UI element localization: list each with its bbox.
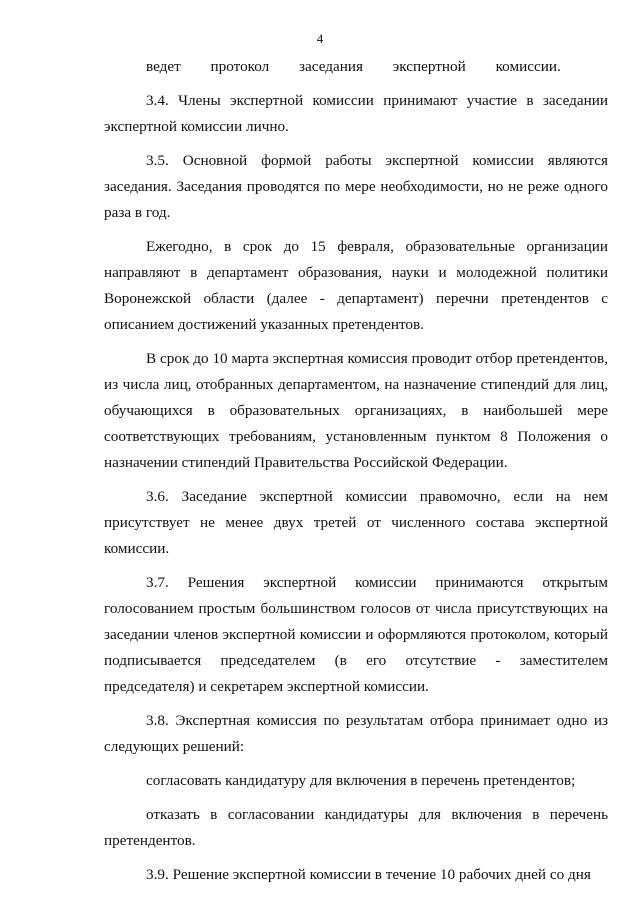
paragraph-annual-deadline: Ежегодно, в срок до 15 февраля, образовательные организации направляют в департамент образования, науки и молодежной политики Воронежской области (далее - департамент) перечни претендентов с описанием достижений указанных претендентов. — [104, 238, 608, 333]
paragraph-march-selection: В срок до 10 марта экспертная комиссия проводит отбор претендентов, из числа лиц, отобранных департаментом, на назначение стипендий для лиц, обучающихся в образовательных организациях, в наибольшей мере соответствующих требованиям, установленным пунктом 8 Положения о назначении стипендий Правительства Российской Федерации. — [104, 350, 608, 471]
paragraph-3-8: 3.8. Экспертная комиссия по результатам отбора принимает одно из следующих решений: — [104, 712, 608, 755]
paragraph-3-9: 3.9. Решение экспертной комиссии в течение 10 рабочих дней со дня — [146, 866, 591, 883]
paragraph-continuation: ведет протокол заседания экспертной комиссии. — [146, 58, 561, 75]
document-body — [104, 54, 608, 888]
paragraph-3-4: 3.4. Члены экспертной комиссии принимают участие в заседании экспертной комиссии лично. — [104, 92, 608, 135]
paragraph-3-6: 3.6. Заседание экспертной комиссии правомочно, если на нем присутствует не менее двух третей от численного состава экспертной комиссии. — [104, 488, 608, 557]
paragraph-3-7: 3.7. Решения экспертной комиссии принимаются открытым голосованием простым большинством голосов от числа присутствующих на заседании членов экспертной комиссии и оформляются протоколом, который подписывается председателем (в его отсутствие - заместителем председателя) и секретарем экспертной комиссии. — [104, 574, 608, 695]
paragraph-3-5: 3.5. Основной формой работы экспертной комиссии являются заседания. Заседания проводятся по мере необходимости, но не реже одного раза в год. — [104, 152, 608, 221]
paragraph-decision-refuse: отказать в согласовании кандидатуры для включения в перечень претендентов. — [104, 806, 608, 849]
paragraph-decision-approve: согласовать кандидатуру для включения в перечень претендентов; — [146, 772, 576, 789]
page-number: 4 — [316, 31, 324, 46]
